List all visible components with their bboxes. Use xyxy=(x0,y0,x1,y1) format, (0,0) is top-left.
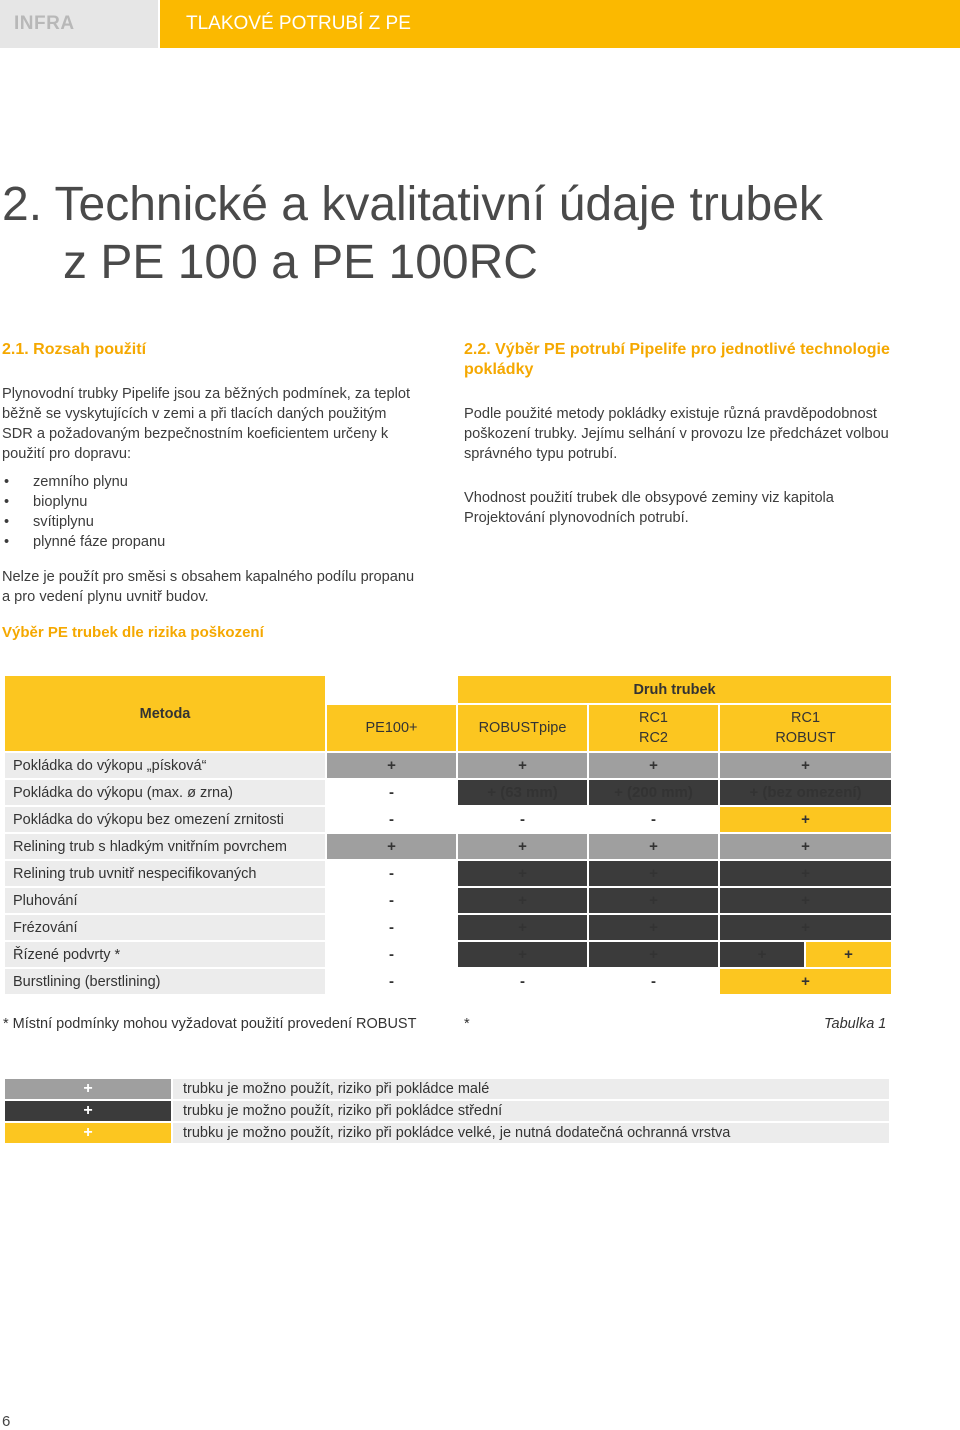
header-spacer xyxy=(326,675,457,704)
section-2-1-note: Nelze je použít pro směsi s obsahem kapalného podílu propanu a pro vedení plynu uvnitř budov. xyxy=(2,569,415,605)
table-cell: - xyxy=(326,860,457,887)
row-label: Pokládka do výkopu bez omezení zrnitosti xyxy=(4,806,326,833)
row-label: Pokládka do výkopu (max. ø zrna) xyxy=(4,779,326,806)
table-cell: + (63 mm) xyxy=(457,779,588,806)
table-cell: + xyxy=(719,806,892,833)
table-cell: + xyxy=(457,833,588,860)
column-header: PE100+ xyxy=(326,704,457,752)
list-item: • plynné fáze propanu xyxy=(2,532,165,552)
legend-table xyxy=(3,1077,891,1145)
table-cell: + xyxy=(719,941,805,968)
section-2-2-paragraph-1: Podle použité metody pokládky existuje různá pravděpodobnost poškození trubky. Jejímu selhání v provozu lze předcházet volbou správného typu potrubí. xyxy=(464,406,889,462)
table-footnote-star: * xyxy=(464,1016,470,1032)
table-cell: - xyxy=(588,806,719,833)
table-cell: + xyxy=(457,941,588,968)
table-row xyxy=(4,752,892,779)
table-row xyxy=(4,860,892,887)
table-caption: Výběr PE trubek dle rizika poškození xyxy=(2,624,264,641)
table-cell: + xyxy=(326,752,457,779)
table-cell: + xyxy=(588,941,719,968)
table-cell: + xyxy=(326,833,457,860)
table-cell: - xyxy=(326,941,457,968)
column-header: RC1 RC2 xyxy=(588,704,719,752)
table-cell: + xyxy=(457,860,588,887)
table-cell: + xyxy=(588,752,719,779)
table-cell: + xyxy=(719,752,892,779)
table-row xyxy=(4,914,892,941)
section-2-2-paragraph-2: Vhodnost použití trubek dle obsypové zeminy viz kapitola Projektování plynovodních potrubí. xyxy=(464,490,834,526)
table-cell: + xyxy=(805,941,892,968)
section-2-1-intro: Plynovodní trubky Pipelife jsou za běžných podmínek, za teplot běžně se vyskytujících v zemi a při tlacích daných použitým SDR a požadovaným bezpečnostním koeficientem určeny k použití pro dopravu: xyxy=(2,386,411,462)
column-header: RC1 ROBUST xyxy=(719,704,892,752)
section-2-1-heading: 2.1. Rozsah použití xyxy=(2,341,147,358)
column-header-method: Metoda xyxy=(4,675,326,752)
table-row xyxy=(4,968,892,995)
page-number: 6 xyxy=(2,1413,11,1430)
header-section xyxy=(160,0,960,48)
legend-swatch-low: + xyxy=(4,1078,172,1100)
list-item: • svítiplynu xyxy=(2,512,165,532)
row-label: Pokládka do výkopu „písková“ xyxy=(4,752,326,779)
table-row xyxy=(4,887,892,914)
table-cell: + xyxy=(719,887,892,914)
table-cell: + xyxy=(719,968,892,995)
table-cell: + xyxy=(588,887,719,914)
row-label: Pluhování xyxy=(4,887,326,914)
column-group-header: Druh trubek xyxy=(457,675,892,704)
table-cell: - xyxy=(326,779,457,806)
table-cell: + xyxy=(457,752,588,779)
table-cell: + (200 mm) xyxy=(588,779,719,806)
table-cell: - xyxy=(588,968,719,995)
section-2-2-heading: 2.2. Výběr PE potrubí Pipelife pro jednotlivé technologie pokládky xyxy=(464,341,890,378)
table-cell: - xyxy=(457,968,588,995)
legend-text: trubku je možno použít, riziko při pokládce velké, je nutná dodatečná ochranná vrstva xyxy=(172,1122,890,1144)
table-cell: + xyxy=(588,914,719,941)
table-row xyxy=(4,779,892,806)
table-cell: - xyxy=(326,887,457,914)
row-label: Relining trub uvnitř nespecifikovaných xyxy=(4,860,326,887)
legend-text: trubku je možno použít, riziko při pokládce malé xyxy=(172,1078,890,1100)
row-label: Řízené podvrty * xyxy=(4,941,326,968)
header-section-label: TLAKOVÉ POTRUBÍ Z PE xyxy=(186,13,411,34)
table-row xyxy=(4,806,892,833)
legend-text: trubku je možno použít, riziko při pokládce střední xyxy=(172,1100,890,1122)
table-footnote: * Místní podmínky mohou vyžadovat použití provedení ROBUST xyxy=(3,1016,417,1032)
header-category-label: INFRA xyxy=(14,13,75,34)
table-cell: - xyxy=(326,968,457,995)
table-cell: + (bez omezení) xyxy=(719,779,892,806)
list-item: • zemního plynu xyxy=(2,472,165,492)
row-label: Frézování xyxy=(4,914,326,941)
table-cell: + xyxy=(457,887,588,914)
page-title xyxy=(2,176,823,292)
legend-row xyxy=(4,1122,890,1144)
legend-row xyxy=(4,1100,890,1122)
legend-swatch-medium: + xyxy=(4,1100,172,1122)
pipe-selection-table xyxy=(3,674,893,996)
column-header: ROBUSTpipe xyxy=(457,704,588,752)
table-cell: - xyxy=(457,806,588,833)
table-row xyxy=(4,833,892,860)
header-category xyxy=(0,0,158,48)
gas-type-list xyxy=(2,472,165,552)
row-label: Relining trub s hladkým vnitřním povrchem xyxy=(4,833,326,860)
table-cell: + xyxy=(719,860,892,887)
page-title-line2: z PE 100 a PE 100RC xyxy=(63,236,538,289)
table-cell: + xyxy=(719,914,892,941)
legend-swatch-high: + xyxy=(4,1122,172,1144)
page-title-line1: 2. Technické a kvalitativní údaje trubek xyxy=(2,178,823,231)
table-cell: + xyxy=(457,914,588,941)
table-cell: + xyxy=(719,833,892,860)
table-cell: - xyxy=(326,914,457,941)
row-label: Burstlining (berstlining) xyxy=(4,968,326,995)
table-row xyxy=(4,941,892,968)
table-cell: + xyxy=(588,860,719,887)
table-cell: + xyxy=(588,833,719,860)
list-item: • bioplynu xyxy=(2,492,165,512)
legend-row xyxy=(4,1078,890,1100)
table-number: Tabulka 1 xyxy=(824,1016,887,1032)
top-bar xyxy=(0,0,960,48)
table-cell: - xyxy=(326,806,457,833)
